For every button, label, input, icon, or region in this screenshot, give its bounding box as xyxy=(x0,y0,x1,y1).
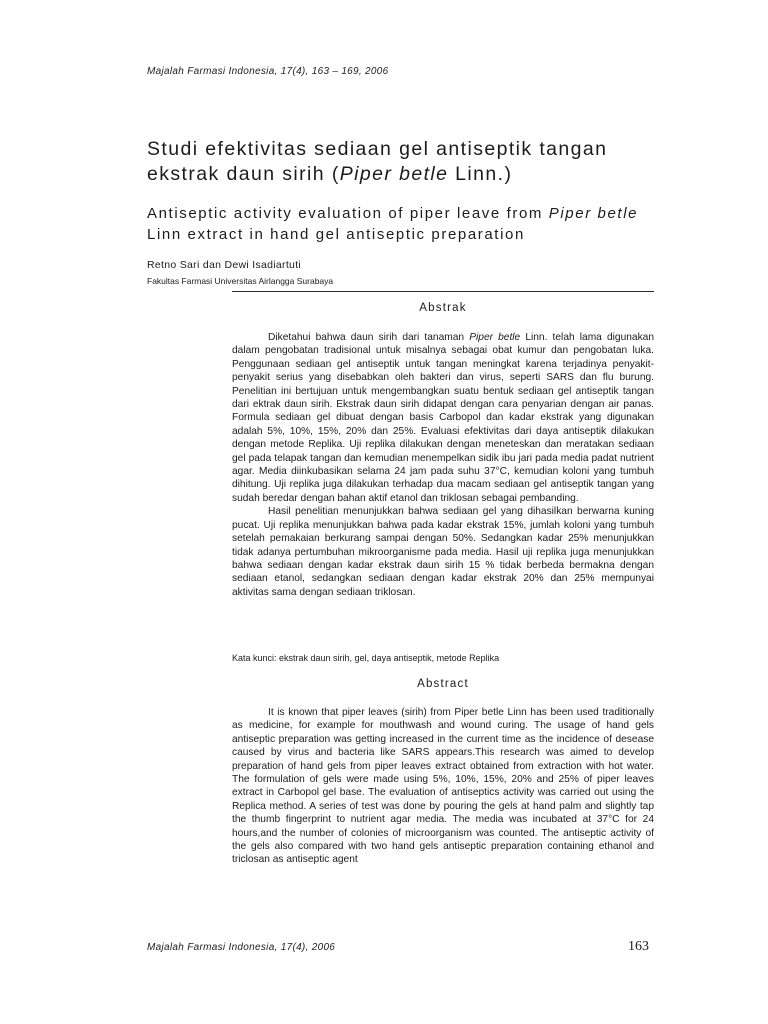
abstrak-p1-lead: Diketahui bahwa daun sirih dari tanaman xyxy=(268,332,470,343)
subtitle-text-part2: Linn extract in hand gel antiseptic preparation xyxy=(147,226,525,243)
paper-english-title xyxy=(147,203,667,245)
title-text-part2: Linn.) xyxy=(448,163,513,185)
abstract-heading: Abstract xyxy=(417,678,469,690)
keywords-line: Kata kunci: ekstrak daun sirih, gel, daya antiseptik, metode Replika xyxy=(232,653,500,663)
abstrak-p1-rest: Linn. telah lama digunakan dalam pengobatan tradisional untuk misalnya sebagai obat kumur dan pengobatan luka. Penggunaan sediaan gel antiseptik untuk tangan meningkat karena terjadinya penyakit-penyakit serius yang disebabkan oleh bakteri dan virus, seperti SARS dan flu burung. Penelitian ini bertujuan untuk mengembangkan suatu bentuk sediaan gel antiseptik tangan dari ektrak daun sirih. Ekstrak daun sirih didapat dengan cara penyarian dengan air panas. Formula sediaan gel dibuat dengan basis Carbopol dan kadar ekstrak yang digunakan adalah 5%, 10%, 15%, 20% dan 25%. Evaluasi efektivitas dari daya antiseptik dilakukan dengan metode Replika. Uji replika dilakukan dengan meneteskan dan meratakan sediaan gel pada telapak tangan dan kemudian menempelkan sidik ibu jari pada media padat nutrient agar. Media diinkubasikan selama 24 jam pada suhu 37°C, kemudian koloni yang tumbuh dihitung. Uji replika juga dilakukan terhadap dua macam sediaan gel antiseptik tangan yang sudah beredar dengan bahan aktif etanol dan triklosan sebagai pembanding. xyxy=(232,332,654,504)
title-text-part1: Studi efektivitas sediaan gel antiseptik tangan ekstrak daun sirih ( xyxy=(147,138,608,185)
abstrak-paragraph-1 xyxy=(232,331,654,505)
abstrak-p1-species-italic: Piper betle xyxy=(469,332,521,343)
journal-footer-citation: Majalah Farmasi Indonesia, 17(4), 2006 xyxy=(147,942,336,953)
author-affiliation: Fakultas Farmasi Universitas Airlangga Surabaya xyxy=(147,276,334,286)
title-species-italic: Piper betle xyxy=(339,163,449,185)
subtitle-species-italic: Piper betle xyxy=(548,205,639,222)
abstrak-paragraph-2: Hasil penelitian menunjukkan bahwa sediaan gel yang dihasilkan berwarna kuning pucat. Uji replika menunjukkan bahwa pada kadar ekstrak 15%, jumlah koloni yang tumbuh setelah pemakaian berkurang sampai dengan 50%. Sedangkan kadar 25% menunjukkan tidak adanya pertumbuhan mikroorganisme pada media. Hasil uji replika juga menunjukkan bahwa sediaan dengan kadar ekstrak daun sirih 15 % tidak berbeda bermakna dengan sediaan etanol, sedangkan sediaan dengan kadar ekstrak 20% dan 25% mempunyai aktivitas sama dengan sediaan triklosan. xyxy=(232,506,654,598)
journal-header-citation: Majalah Farmasi Indonesia, 17(4), 163 – 169, 2006 xyxy=(147,66,389,77)
page-number: 163 xyxy=(628,939,649,954)
author-names: Retno Sari dan Dewi Isadiartuti xyxy=(147,259,302,271)
abstract-body xyxy=(232,706,654,867)
section-divider xyxy=(232,291,654,292)
abstract-paragraph-1: It is known that piper leaves (sirih) from Piper betle Linn has been used traditionally as medicine, for example for mouthwash and wound curing. The usage of hand gels antiseptic preparation was getting increased in the current time as the incidence of desease caused by virus and bacteria like SARS appears.This research was aimed to develop preparation of hand gels from piper leaves extract obtained from extraction with hot water. The formulation of gels were made using 5%, 10%, 15%, 20% and 25% of piper leaves extract in Carbopol gel base. The evaluation of antiseptics activity was carried out using the Replica method. A series of test was done by pouring the gels at hand palm and slightly tap the thumb fingerprint to nutrient agar media. The media was incubated at 37°C for 24 hours,and the number of colonies of microorganism was counted. The antiseptic activity of the gels also compared with two hand gels antiseptic preparation containing ethanol and triclosan as antiseptic agent xyxy=(232,707,654,866)
paper-title xyxy=(147,137,667,187)
subtitle-text-part1: Antiseptic activity evaluation of piper leave from xyxy=(147,205,549,222)
abstrak-heading: Abstrak xyxy=(419,302,467,314)
abstrak-body xyxy=(232,331,654,599)
